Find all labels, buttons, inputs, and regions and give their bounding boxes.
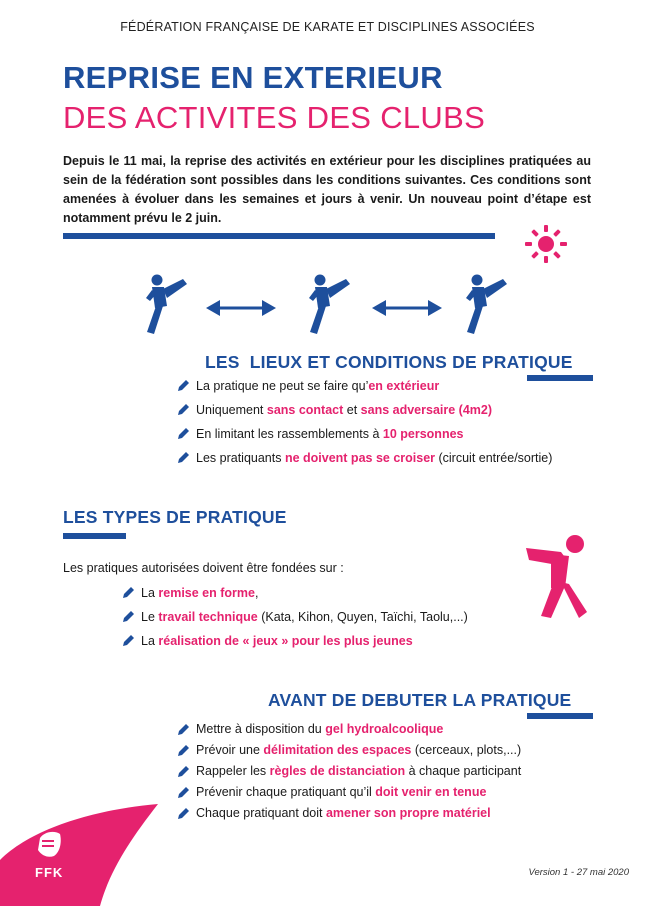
- types-list: [121, 581, 468, 653]
- pen-bullet-icon: [121, 586, 135, 600]
- list-item: Uniquement sans contact et sans adversaire (4m2): [176, 398, 552, 422]
- section-heading-lieux: LES LIEUX ET CONDITIONS DE PRATIQUE: [205, 352, 573, 372]
- pen-bullet-icon: [176, 786, 190, 800]
- list-item: Prévoir une délimitation des espaces (cerceaux, plots,...): [176, 740, 521, 761]
- pen-bullet-icon: [176, 427, 190, 441]
- ffk-logo-text: FFK: [35, 865, 64, 880]
- karateka-icon: [306, 274, 352, 336]
- pen-bullet-icon: [176, 723, 190, 737]
- sun-icon: [520, 221, 572, 267]
- types-lead-text: Les pratiques autorisées doivent être fondées sur :: [63, 561, 344, 575]
- list-item: Les pratiquants ne doivent pas se croiser (circuit entrée/sortie): [176, 446, 552, 470]
- karateka-icon: [463, 274, 509, 336]
- running-person-icon: [523, 532, 591, 622]
- ffk-logo: [0, 800, 160, 906]
- double-arrow-icon: [372, 298, 442, 318]
- intro-divider: [63, 233, 495, 239]
- list-item: Rappeler les règles de distanciation à chaque participant: [176, 761, 521, 782]
- pen-bullet-icon: [121, 610, 135, 624]
- version-label: Version 1 - 27 mai 2020: [528, 867, 629, 878]
- pen-bullet-icon: [176, 451, 190, 465]
- page-subtitle: DES ACTIVITES DES CLUBS: [63, 100, 486, 135]
- pen-bullet-icon: [121, 634, 135, 648]
- section-heading-avant: AVANT DE DEBUTER LA PRATIQUE: [268, 690, 572, 710]
- pen-bullet-icon: [176, 403, 190, 417]
- list-item: Chaque pratiquant doit amener son propre matériel: [176, 803, 521, 824]
- section-heading-types: LES TYPES DE PRATIQUE: [63, 507, 287, 527]
- list-item: En limitant les rassemblements à 10 personnes: [176, 422, 552, 446]
- karateka-icon: [143, 274, 189, 336]
- list-item: Prévenir chaque pratiquant qu’il doit venir en tenue: [176, 782, 521, 803]
- pen-bullet-icon: [176, 379, 190, 393]
- list-item: La pratique ne peut se faire qu’en extérieur: [176, 374, 552, 398]
- double-arrow-icon: [206, 298, 276, 318]
- section-underline: [527, 713, 593, 719]
- pen-bullet-icon: [176, 744, 190, 758]
- list-item: Mettre à disposition du gel hydroalcoolique: [176, 719, 521, 740]
- pen-bullet-icon: [176, 807, 190, 821]
- list-item: La remise en forme,: [121, 581, 468, 605]
- list-item: La réalisation de « jeux » pour les plus jeunes: [121, 629, 468, 653]
- pen-bullet-icon: [176, 765, 190, 779]
- federation-name: FÉDÉRATION FRANÇAISE DE KARATE ET DISCIPLINES ASSOCIÉES: [120, 20, 535, 34]
- page-title: REPRISE EN EXTERIEUR: [63, 60, 443, 95]
- section-underline: [63, 533, 126, 539]
- avant-list: [176, 719, 521, 824]
- list-item: Le travail technique (Kata, Kihon, Quyen, Taïchi, Taolu,...): [121, 605, 468, 629]
- lieux-list: [176, 374, 552, 470]
- intro-paragraph: Depuis le 11 mai, la reprise des activités en extérieur pour les disciplines pratiquées au sein de la fédération sont possibles dans les conditions suivantes. Ces conditions sont amenées à évoluer dans les semaines et jours à venir. Un nouveau point d’étape est notamment prévu le 2 juin.: [63, 154, 591, 225]
